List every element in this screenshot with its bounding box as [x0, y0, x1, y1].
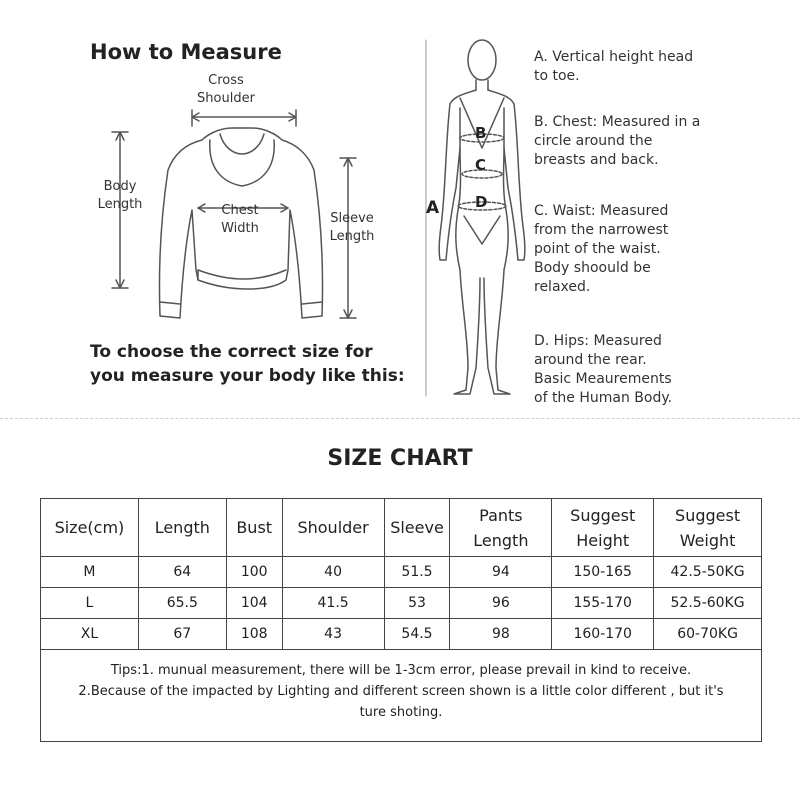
letter-d: D — [475, 193, 488, 211]
table-header: Length — [138, 499, 226, 557]
choose-size-text — [90, 340, 405, 388]
table-cell: M — [41, 557, 139, 588]
chest-width-label: Chest Width — [221, 203, 259, 236]
table-cell: 150-165 — [552, 557, 654, 588]
body-figure — [424, 38, 536, 400]
choose-line-1: To choose the correct size for — [90, 342, 373, 362]
table-cell: 43 — [282, 619, 384, 650]
table-cell: 155-170 — [552, 588, 654, 619]
note-chest: B. Chest: Measured in a circle around the breasts and back. — [534, 114, 701, 168]
table-cell: 54.5 — [384, 619, 450, 650]
table-cell: 67 — [138, 619, 226, 650]
table-cell: 41.5 — [282, 588, 384, 619]
tips-text: Tips:1. munual measurement, there will be 1-3cm error, please prevail in kind to receive. 2.Because of the impacted by Lighting and different screen shown is a little color different , but it's ture shoting. — [78, 663, 724, 720]
table-cell: 98 — [450, 619, 552, 650]
table-cell: 100 — [226, 557, 282, 588]
table-header-row — [41, 499, 762, 557]
section-divider — [0, 418, 800, 419]
letter-c: C — [475, 156, 487, 174]
note-height: A. Vertical height head to toe. — [534, 49, 694, 84]
table-cell: 60-70KG — [654, 619, 762, 650]
table-cell: 160-170 — [552, 619, 654, 650]
table-header: Size(cm) — [41, 499, 139, 557]
table-row — [41, 619, 762, 650]
table-header: Bust — [226, 499, 282, 557]
table-header: Pants Length — [450, 499, 552, 557]
letter-b: B — [475, 124, 487, 142]
table-cell: 53 — [384, 588, 450, 619]
how-to-measure-title: How to Measure — [90, 40, 282, 64]
table-cell: 51.5 — [384, 557, 450, 588]
size-chart-title: SIZE CHART — [327, 446, 473, 471]
table-header: Sleeve — [384, 499, 450, 557]
table-cell: 108 — [226, 619, 282, 650]
letter-a: A — [426, 198, 440, 218]
table-cell: 52.5-60KG — [654, 588, 762, 619]
note-hips: D. Hips: Measured around the rear. Basic Meaurements of the Human Body. — [534, 333, 673, 406]
table-cell: 65.5 — [138, 588, 226, 619]
table-row — [41, 557, 762, 588]
choose-line-2: you measure your body like this: — [90, 366, 405, 386]
size-chart-table — [40, 498, 762, 650]
table-cell: 40 — [282, 557, 384, 588]
table-header: Suggest Height — [552, 499, 654, 557]
table-cell: XL — [41, 619, 139, 650]
sleeve-length-label: Sleeve Length — [329, 211, 375, 244]
cross-shoulder-label: Cross Shoulder — [197, 73, 255, 106]
table-cell: 94 — [450, 557, 552, 588]
table-cell: 42.5-50KG — [654, 557, 762, 588]
head-shape — [468, 40, 496, 80]
table-header: Suggest Weight — [654, 499, 762, 557]
table-row — [41, 588, 762, 619]
note-waist: C. Waist: Measured from the narrowest point of the waist. Body shoould be relaxed. — [534, 203, 669, 295]
table-header: Shoulder — [282, 499, 384, 557]
table-cell: 96 — [450, 588, 552, 619]
table-cell: 104 — [226, 588, 282, 619]
table-cell: L — [41, 588, 139, 619]
table-cell: 64 — [138, 557, 226, 588]
body-length-label: Body Length — [97, 179, 143, 212]
